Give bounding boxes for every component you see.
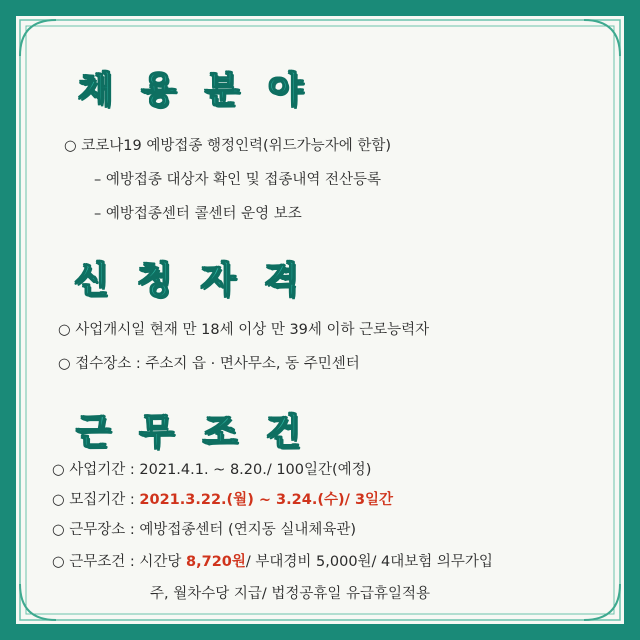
recruit-heading: 채 용 분 야	[78, 70, 311, 111]
conditions-heading: 근 무 조 건	[76, 412, 309, 453]
recruit-period-value: 2021.3.22.(월) ~ 3.24.(수)/ 3일간	[139, 492, 394, 508]
work-condition-prefix: ○ 근무조건 : 시간당	[52, 554, 187, 570]
recruit-line-1: ○ 코로나19 예방접종 행정인력(위드가능자에 한함)	[64, 138, 391, 154]
recruit-line-2: – 예방접종 대상자 확인 및 접종내역 전산등록	[94, 172, 382, 188]
conditions-line-2	[52, 488, 393, 509]
conditions-line-5: 주, 월차수당 지급/ 법정공휴일 유급휴일적용	[150, 586, 431, 602]
recruit-line-3: – 예방접종센터 콜센터 운영 보조	[94, 206, 302, 222]
qualification-heading: 신 청 자 격	[74, 260, 307, 301]
work-condition-suffix: / 부대경비 5,000원/ 4대보험 의무가입	[245, 554, 493, 570]
qualification-line-2: ○ 접수장소 : 주소지 읍 · 면사무소, 동 주민센터	[58, 356, 360, 372]
conditions-line-1: ○ 사업기간 : 2021.4.1. ~ 8.20./ 100일간(예정)	[52, 462, 372, 478]
qualification-line-1: ○ 사업개시일 현재 만 18세 이상 만 39세 이하 근로능력자	[58, 322, 430, 338]
conditions-line-3: ○ 근무장소 : 예방접종센터 (연지동 실내체육관)	[52, 522, 357, 538]
recruit-period-label: ○ 모집기간 :	[52, 492, 140, 508]
hourly-wage: 8,720원	[186, 554, 246, 570]
conditions-line-4	[52, 550, 493, 571]
